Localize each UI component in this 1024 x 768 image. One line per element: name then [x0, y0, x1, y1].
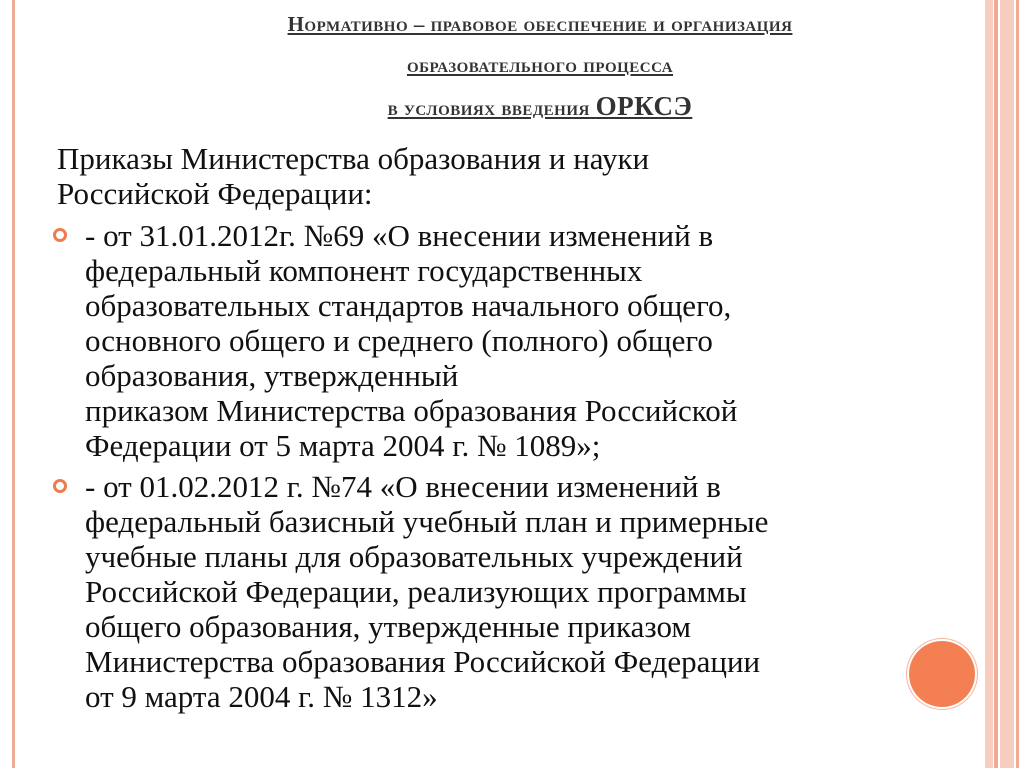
- title-line-3-text: в условиях введения: [387, 96, 590, 120]
- intro-paragraph: [57, 141, 977, 211]
- bullet-item-order-74: [57, 469, 977, 714]
- item-line: - от 31.01.2012г. №69 «О внесении изменений в: [85, 218, 714, 253]
- title-line-1: Нормативно – правовое обеспечение и организация: [287, 12, 793, 36]
- item-line: приказом Министерства образования Российской: [85, 393, 738, 428]
- bullet-circle-icon: [53, 479, 67, 493]
- item-line: от 9 марта 2004 г. № 1312»: [85, 679, 438, 714]
- item-line: федеральный компонент государственных: [85, 253, 643, 288]
- title-acronym: ОРКСЭ: [595, 91, 693, 121]
- right-accent-stripe: [994, 0, 998, 768]
- item-line: Российской Федерации, реализующих программы: [85, 574, 747, 609]
- item-line: образовательных стандартов начального общего,: [85, 288, 732, 323]
- right-accent-stripe: [1016, 0, 1019, 768]
- item-line: учебные планы для образовательных учреждений: [85, 539, 743, 574]
- left-accent-stripe: [12, 0, 15, 768]
- slide-title: [100, 4, 980, 129]
- slide-body: [57, 141, 977, 720]
- right-accent-stripe: [1000, 0, 1014, 768]
- item-line: Министерства образования Российской Федерации: [85, 644, 761, 679]
- intro-line-2: Российской Федерации:: [57, 176, 373, 211]
- right-accent-stripe: [985, 0, 993, 768]
- item-line: - от 01.02.2012 г. №74 «О внесении изменений в: [85, 469, 721, 504]
- intro-line-1: Приказы Министерства образования и науки: [57, 141, 650, 176]
- item-line: основного общего и среднего (полного) общего: [85, 323, 713, 358]
- title-line-2: образовательного процесса: [406, 53, 674, 77]
- item-line: федеральный базисный учебный план и примерные: [85, 504, 769, 539]
- item-line: Федерации от 5 марта 2004 г. № 1089»;: [85, 428, 601, 463]
- bullet-item-order-69: [57, 218, 977, 463]
- item-line: образования, утвержденный: [85, 358, 459, 393]
- item-line: общего образования, утвержденные приказом: [85, 609, 691, 644]
- bullet-circle-icon: [53, 228, 67, 242]
- title-line-3: [100, 86, 980, 129]
